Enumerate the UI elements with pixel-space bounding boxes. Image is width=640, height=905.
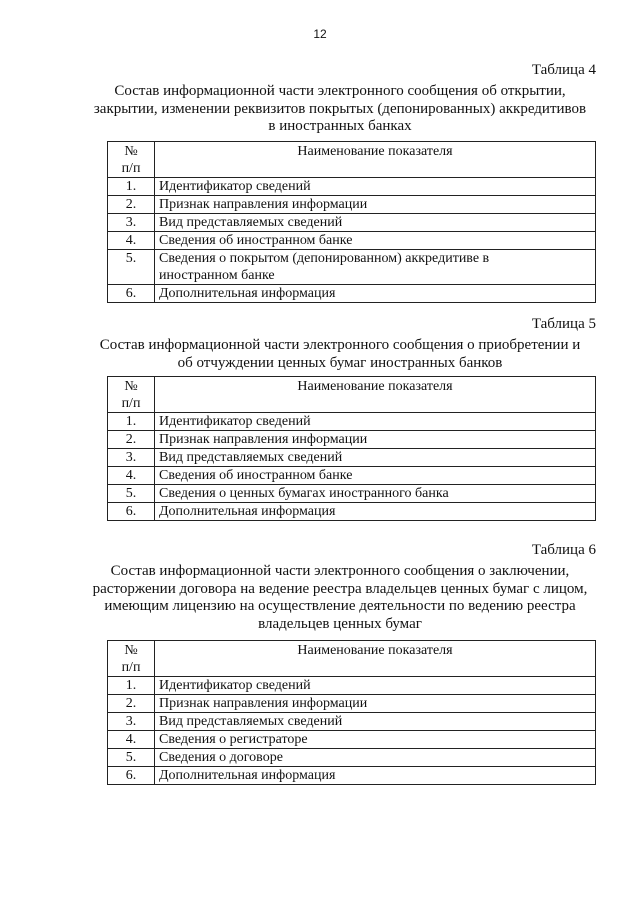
table-row — [108, 214, 596, 232]
row-name: Сведения о ценных бумагах иностранного банка — [155, 485, 596, 503]
row-name: Дополнительная информация — [155, 767, 596, 785]
caption-line: Состав информационной части электронного сообщения о заключении, — [110, 563, 570, 579]
row-number: 4. — [108, 467, 155, 485]
row-number: 6. — [108, 285, 155, 303]
indicator-table — [107, 141, 596, 303]
table-caption — [80, 563, 600, 633]
row-number: 3. — [108, 713, 155, 731]
header-number — [108, 641, 155, 677]
table-header-row — [108, 641, 596, 677]
table-row — [108, 250, 596, 285]
row-number: 4. — [108, 232, 155, 250]
row-name: Идентификатор сведений — [155, 178, 596, 196]
header-number-line: п/п — [121, 660, 141, 675]
row-name-line: Сведения о покрытом (депонированном) аккредитиве в — [159, 251, 490, 266]
caption-line: Состав информационной части электронного сообщения о приобретении и — [99, 337, 581, 353]
table-row — [108, 196, 596, 214]
row-number: 2. — [108, 431, 155, 449]
row-number: 5. — [108, 250, 155, 285]
header-number-line: № — [124, 379, 138, 394]
page-number: 12 — [313, 27, 327, 41]
indicator-table — [107, 640, 596, 785]
row-name: Сведения о регистраторе — [155, 731, 596, 749]
row-name: Вид представляемых сведений — [155, 713, 596, 731]
row-name: Признак направления информации — [155, 196, 596, 214]
table-row — [108, 695, 596, 713]
row-name — [155, 250, 596, 285]
row-name: Идентификатор сведений — [155, 413, 596, 431]
row-number: 1. — [108, 178, 155, 196]
row-number: 3. — [108, 214, 155, 232]
row-number: 6. — [108, 503, 155, 521]
table-row — [108, 713, 596, 731]
row-name: Дополнительная информация — [155, 503, 596, 521]
table-row — [108, 413, 596, 431]
header-name: Наименование показателя — [155, 377, 596, 413]
table-header-row — [108, 377, 596, 413]
header-name: Наименование показателя — [155, 142, 596, 178]
table-row — [108, 503, 596, 521]
caption-line: имеющим лицензию на осуществление деятельности по ведению реестра — [104, 598, 576, 614]
row-number: 2. — [108, 196, 155, 214]
header-number-line: п/п — [121, 161, 141, 176]
table-label: Таблица 5 — [531, 316, 596, 332]
row-name: Вид представляемых сведений — [155, 214, 596, 232]
header-number — [108, 377, 155, 413]
row-number: 6. — [108, 767, 155, 785]
table-label: Таблица 4 — [531, 62, 596, 78]
table-row — [108, 749, 596, 767]
caption-line: Состав информационной части электронного сообщения об открытии, — [114, 83, 566, 99]
row-name-line: иностранном банке — [159, 268, 275, 283]
caption-line: закрытии, изменении реквизитов покрытых (депонированных) аккредитивов — [93, 100, 587, 117]
row-number: 1. — [108, 677, 155, 695]
row-number: 1. — [108, 413, 155, 431]
row-number: 4. — [108, 731, 155, 749]
table-caption — [80, 337, 600, 372]
row-name: Признак направления информации — [155, 431, 596, 449]
table-caption — [80, 83, 600, 136]
row-name: Дополнительная информация — [155, 285, 596, 303]
row-name: Идентификатор сведений — [155, 677, 596, 695]
caption-line: расторжении договора на ведение реестра владельцев ценных бумаг с лицом, — [92, 580, 588, 597]
header-number-line: № — [124, 643, 138, 658]
caption-line: об отчуждении ценных бумаг иностранных банков — [177, 354, 503, 371]
table-label: Таблица 6 — [531, 542, 596, 558]
row-name: Вид представляемых сведений — [155, 449, 596, 467]
row-name: Признак направления информации — [155, 695, 596, 713]
table-header-row — [108, 142, 596, 178]
table-row — [108, 449, 596, 467]
row-name: Сведения об иностранном банке — [155, 467, 596, 485]
row-number: 3. — [108, 449, 155, 467]
header-number — [108, 142, 155, 178]
table-row — [108, 731, 596, 749]
row-number: 5. — [108, 485, 155, 503]
row-name: Сведения об иностранном банке — [155, 232, 596, 250]
table-row — [108, 232, 596, 250]
row-number: 5. — [108, 749, 155, 767]
table-row — [108, 285, 596, 303]
table-row — [108, 677, 596, 695]
caption-line: владельцев ценных бумаг — [258, 615, 422, 632]
table-row — [108, 467, 596, 485]
indicator-table — [107, 376, 596, 521]
table-row — [108, 431, 596, 449]
header-number-line: № — [124, 144, 138, 159]
row-number: 2. — [108, 695, 155, 713]
table-row — [108, 178, 596, 196]
table-row — [108, 485, 596, 503]
table-row — [108, 767, 596, 785]
header-name: Наименование показателя — [155, 641, 596, 677]
caption-line: в иностранных банках — [268, 118, 412, 134]
header-number-line: п/п — [121, 396, 141, 411]
row-name: Сведения о договоре — [155, 749, 596, 767]
